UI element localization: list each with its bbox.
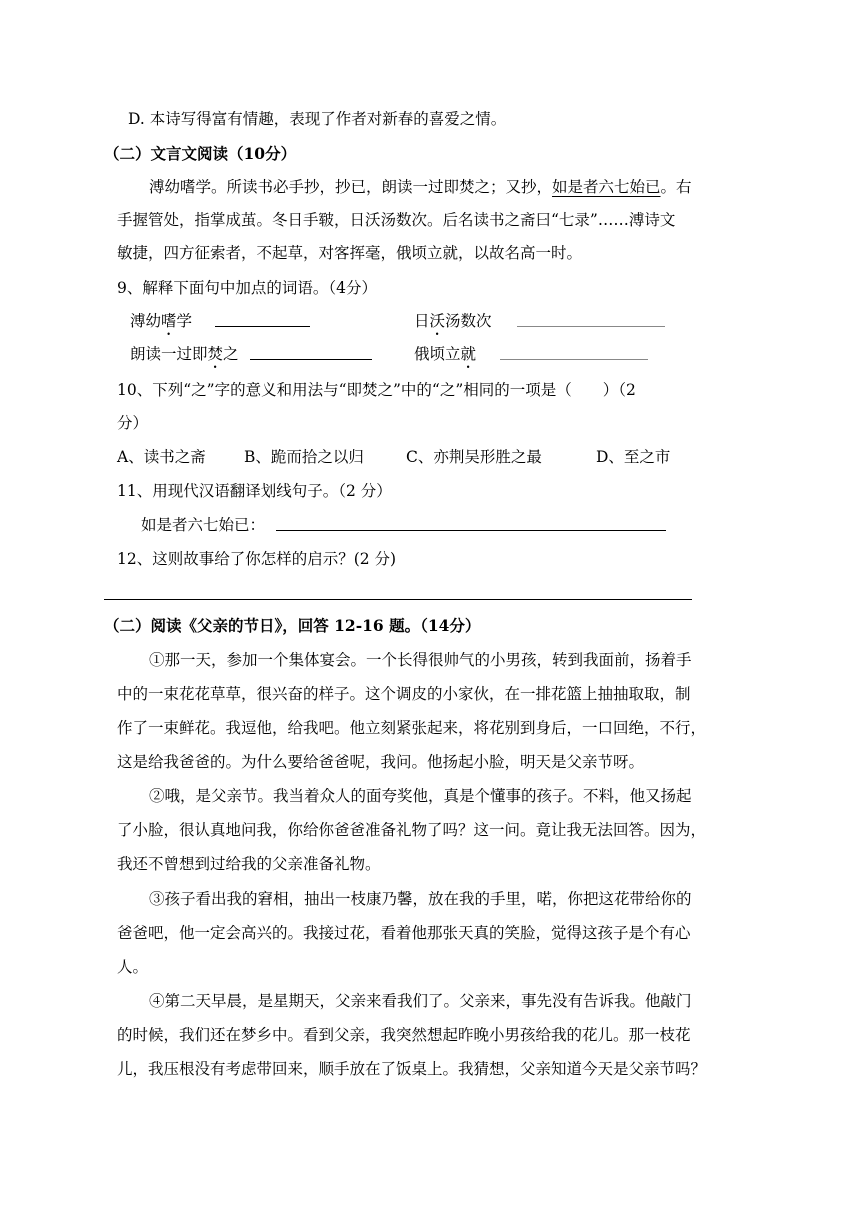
paragraph-1-line-4: 这是给我爸爸的。为什么要给爸爸呢，我问。他扬起小脸，明天是父亲节呀。 [117,753,645,771]
dotted-word: 嗜 [161,312,177,330]
q9-item-1 [130,310,192,339]
paragraph-4-line-2: 的时候，我们还在梦乡中。看到父亲，我突然想起昨晚小男孩给我的花儿。那一枝花 [117,1026,691,1044]
q9-prompt: 9、解释下面句中加点的词语。（4分） [117,279,377,297]
q9-item-1-answer-blank[interactable] [215,310,310,333]
item-text: 学 [176,312,193,330]
paragraph-3-line-1: ③孩子看出我的窘相，抽出一枝康乃馨，放在我的手里，喏，你把这花带给你的 [149,890,692,908]
q10-prompt-line-2: 分） [117,414,149,432]
section-heading-classical: （二）文言文阅读（10分） [104,144,297,163]
underlined-sentence: 如是者六七始已 [552,178,661,196]
q10-prompt-line-1: 10、下列“之”字的意义和用法与“即焚之”中的“之”相同的一项是（ ）（2 [117,381,636,399]
paragraph-1-line-1: ①那一天，参加一个集体宴会。一个长得很帅气的小男孩，转到我面前，扬着手 [149,651,692,669]
item-text: 汤数次 [445,312,492,330]
q10-option-c: C、亦荆吴形胜之最 [406,448,542,466]
q9-item-2-answer-blank[interactable] [517,310,665,333]
q10-option-d: D、至之市 [596,448,671,466]
q10-option-b: B、跪而拾之以归 [244,448,364,466]
item-text: 俄顷立 [414,345,461,363]
passage-text: 溥幼嗜学。所读书必手抄，抄已，朗读一过即焚之；又抄， [149,178,553,196]
paragraph-2-line-1: ②哦，是父亲节。我当着众人的面夸奖他，真是个懂事的孩子。不料，他又扬起 [149,787,692,805]
paragraph-1-line-2: 中的一束花花草草，很兴奋的样子。这个调皮的小家伙，在一排花篮上抽抽取取，制 [117,685,691,703]
q9-item-2 [414,310,492,339]
section-heading-modern: （二）阅读《父亲的节日》，回答 12-16 题。（14分） [104,616,481,635]
classical-passage-line-1 [149,176,692,198]
q8-option-d: D. 本诗写得富有情趣，表现了作者对新春的喜爱之情。 [128,110,507,128]
q12-answer-line[interactable] [104,599,692,600]
classical-passage-line-2: 手握管处，指掌成茧。冬日手皲，日沃汤数次。后名读书之斋曰“七录”……溥诗文 [117,211,676,229]
q9-item-4-answer-blank[interactable] [500,343,648,366]
q10-option-a: A、读书之斋 [117,448,206,466]
paragraph-4-line-3: 儿，我压根没有考虑带回来，顺手放在了饭桌上。我猜想，父亲知道今天是父亲节吗？ [117,1060,707,1078]
dotted-word: 焚 [207,345,224,363]
q11-sentence: 如是者六七始已： [141,516,266,534]
classical-passage-line-3: 敏捷，四方征索者，不起草，对客挥毫，俄顷立就，以故名高一时。 [117,244,583,262]
paragraph-3-line-2: 爸爸吧，他一定会高兴的。我接过花，看着他那张天真的笑脸，觉得这孩子是个有心 [117,924,691,942]
item-text: 朗读一过即 [130,345,208,363]
q9-item-3-answer-blank[interactable] [250,343,372,366]
item-text: 日 [414,312,430,330]
paragraph-2-line-2: 了小脸，很认真地问我，你给你爸爸准备礼物了吗？这一问。竟让我无法回答。因为， [117,821,707,839]
paragraph-1-line-3: 作了一束鲜花。我逗他，给我吧。他立刻紧张起来，将花别到身后，一口回绝，不行， [117,719,707,737]
paragraph-4-line-1: ④第二天早晨，是星期天，父亲来看我们了。父亲来，事先没有告诉我。他敲门 [149,992,692,1010]
paragraph-2-line-3: 我还不曾想到过给我的父亲准备礼物。 [117,855,381,873]
item-text: 溥幼 [130,312,162,330]
dotted-word: 沃 [429,312,446,330]
q9-item-3 [130,343,239,372]
q12-prompt: 12、这则故事给了你怎样的启示？(2 分) [117,550,397,568]
dotted-word: 就 [460,345,477,363]
q11-answer-blank[interactable] [276,514,666,537]
passage-text: 。右 [660,178,692,196]
q11-prompt: 11、用现代汉语翻译划线句子。（2 分） [117,482,392,500]
q9-item-4 [414,343,476,372]
paragraph-3-line-3: 人。 [117,958,149,976]
item-text: 之 [223,345,239,363]
